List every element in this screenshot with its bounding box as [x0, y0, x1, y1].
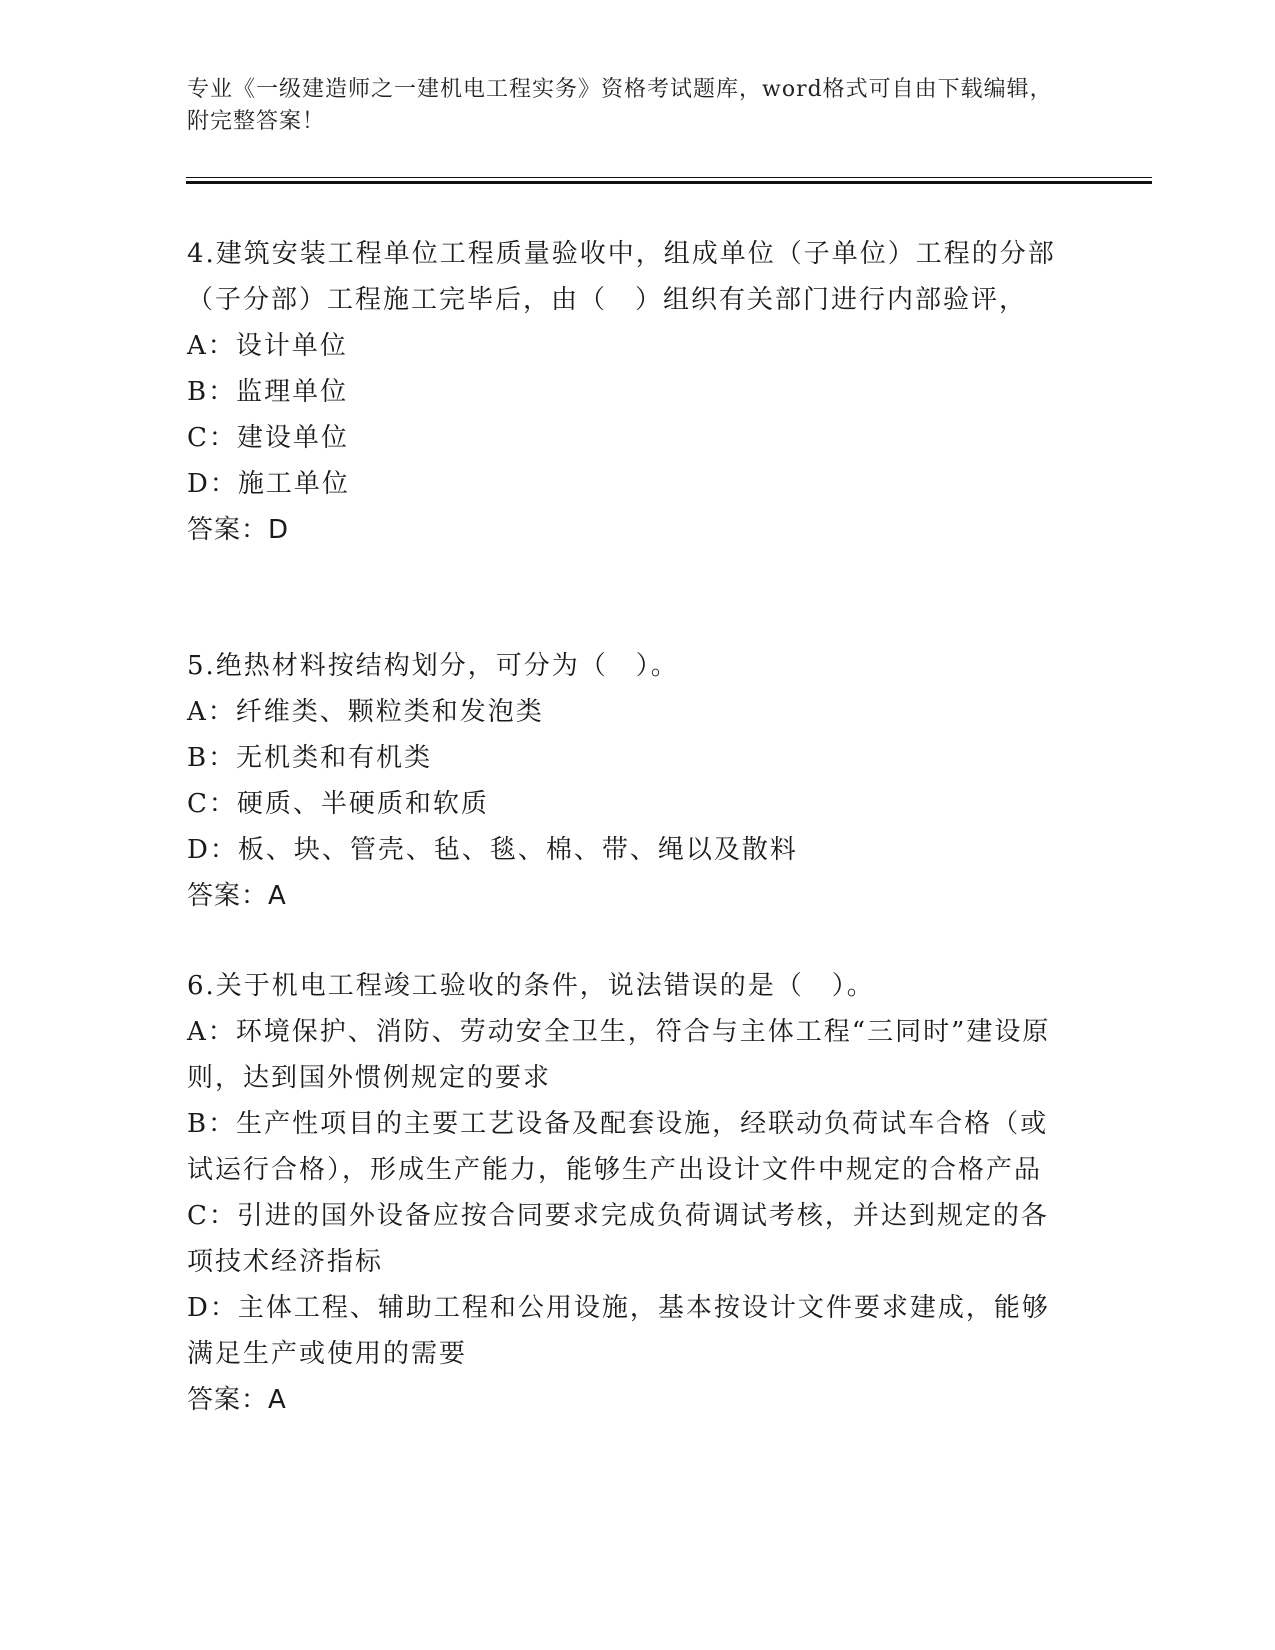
option-a: A：纤维类、颗粒类和发泡类 [187, 697, 544, 727]
answer-label: 答案：D [187, 515, 290, 545]
option-b: B：无机类和有机类 [187, 743, 433, 773]
question-stem: 5.绝热材料按结构划分，可分为（ ）。 [187, 651, 679, 681]
option-a: A：环境保护、消防、劳动安全卫生，符合与主体工程“三同时”建设原则，达到国外惯例规定的要求 [187, 1017, 1051, 1093]
question-4 [187, 231, 1067, 553]
option-a: A：设计单位 [187, 331, 348, 361]
header-divider-thin [186, 177, 1152, 178]
option-c: C：建设单位 [187, 423, 349, 453]
option-c: C：硬质、半硬质和软质 [187, 789, 489, 819]
option-b: B：监理单位 [187, 377, 349, 407]
question-6 [187, 963, 1067, 1423]
answer-label: 答案：A [187, 1385, 287, 1415]
option-c: C：引进的国外设备应按合同要求完成负荷调试考核，并达到规定的各项技术经济指标 [187, 1201, 1049, 1277]
header-divider-thick [186, 181, 1152, 184]
question-stem: 4.建筑安装工程单位工程质量验收中，组成单位（子单位）工程的分部（子分部）工程施工完毕后，由（ ）组织有关部门进行内部验评， [187, 239, 1056, 315]
question-stem: 6.关于机电工程竣工验收的条件，说法错误的是（ ）。 [187, 971, 875, 1001]
document-header: 专业《一级建造师之一建机电工程实务》资格考试题库，word格式可自由下载编辑，附完整答案！ [187, 77, 1053, 134]
option-d: D：板、块、管壳、毡、毯、棉、带、绳以及散料 [187, 835, 798, 865]
option-b: B：生产性项目的主要工艺设备及配套设施，经联动负荷试车合格（或试运行合格），形成生产能力，能够生产出设计文件中规定的合格产品 [187, 1109, 1049, 1185]
answer-label: 答案：A [187, 881, 287, 911]
option-d: D：主体工程、辅助工程和公用设施，基本按设计文件要求建成，能够满足生产或使用的需要 [187, 1293, 1050, 1369]
question-5 [187, 643, 1067, 919]
option-d: D：施工单位 [187, 469, 350, 499]
